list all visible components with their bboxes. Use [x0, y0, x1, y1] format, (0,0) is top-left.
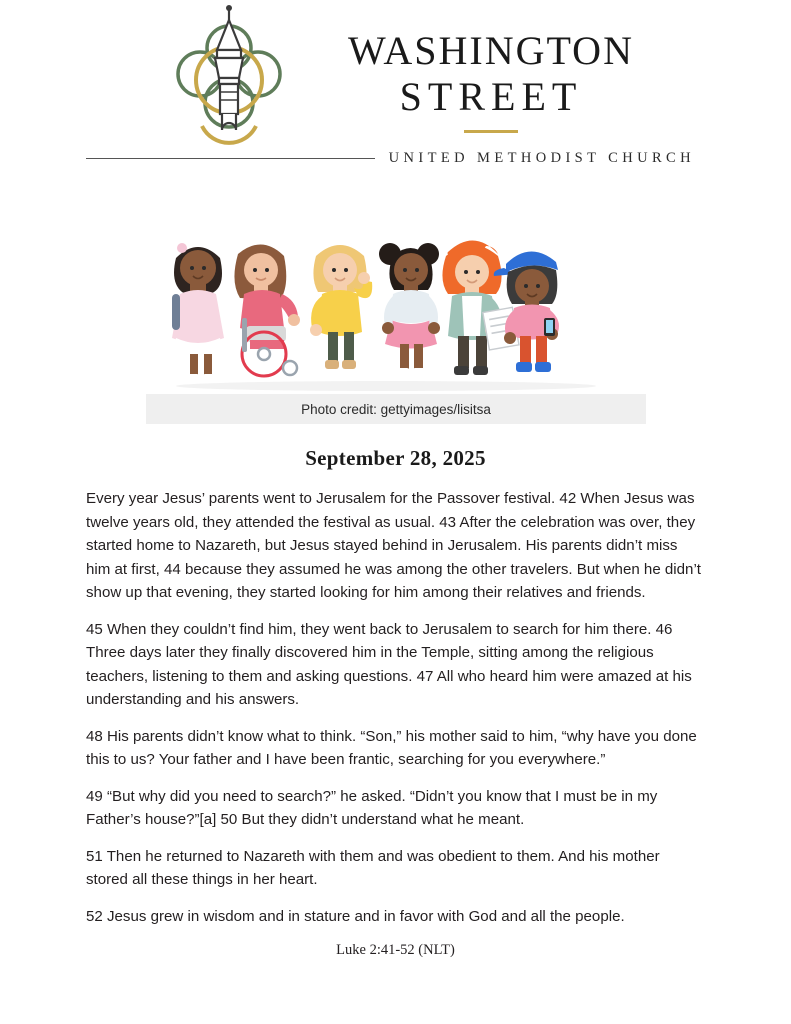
service-date: September 28, 2025 — [305, 446, 486, 470]
illustration-block — [146, 198, 646, 424]
scripture-paragraph: 48 His parents didn’t know what to think. “Son,” his mother said to him, “why have you done this to us? Your father and I have been frantic, searching for you everywhere.” — [86, 727, 697, 769]
letterhead-header — [86, 0, 705, 178]
scripture-paragraph: 51 Then he returned to Nazareth with them and was obedient to them. And his mother stored all these things in her heart. — [86, 847, 660, 889]
church-steeple-logo-icon — [164, 4, 294, 156]
children-illustration — [146, 198, 646, 394]
scripture-body — [86, 487, 705, 929]
divider-left — [86, 158, 375, 159]
scripture-paragraph: 49 “But why did you need to search?” he asked. “Didn’t you know that I must be in my Father’s house?”[a] 50 But they didn’t understand what he meant. — [86, 787, 658, 829]
wordmark-line-2: STREET — [399, 74, 583, 119]
denomination-label: UNITED METHODIST CHURCH — [388, 150, 695, 166]
denomination-line — [86, 150, 705, 167]
scripture-paragraph: 52 Jesus grew in wisdom and in stature and in favor with God and all the people. — [86, 907, 625, 925]
scripture-citation: Luke 2:41-52 (NLT) — [336, 941, 455, 958]
gold-accent-rule — [464, 130, 518, 133]
scripture-paragraph: Every year Jesus’ parents went to Jerusalem for the Passover festival. 42 When Jesus was twelve years old, they attended the festival as usual. 43 After the celebration was over, they started home to Nazareth, but Jesus stayed behind in Jerusalem. His parents didn’t miss him at first, 44 because they assumed he was among the other travelers. But when he didn’t show up that evening, they started looking for him among their relatives and friends. — [86, 490, 701, 602]
wordmark-line-1: WASHINGTON — [348, 28, 634, 73]
scripture-paragraph: 45 When they couldn’t find him, they went back to Jerusalem to search for him there. 46 Three days later they finally discovered him in the Temple, sitting among the religious teachers, listening to them and asking questions. 47 All who heard him were amazed at his understanding and his answers. — [86, 620, 692, 709]
photo-credit-caption: Photo credit: gettyimages/lisitsa — [146, 394, 646, 424]
church-wordmark — [276, 30, 706, 133]
